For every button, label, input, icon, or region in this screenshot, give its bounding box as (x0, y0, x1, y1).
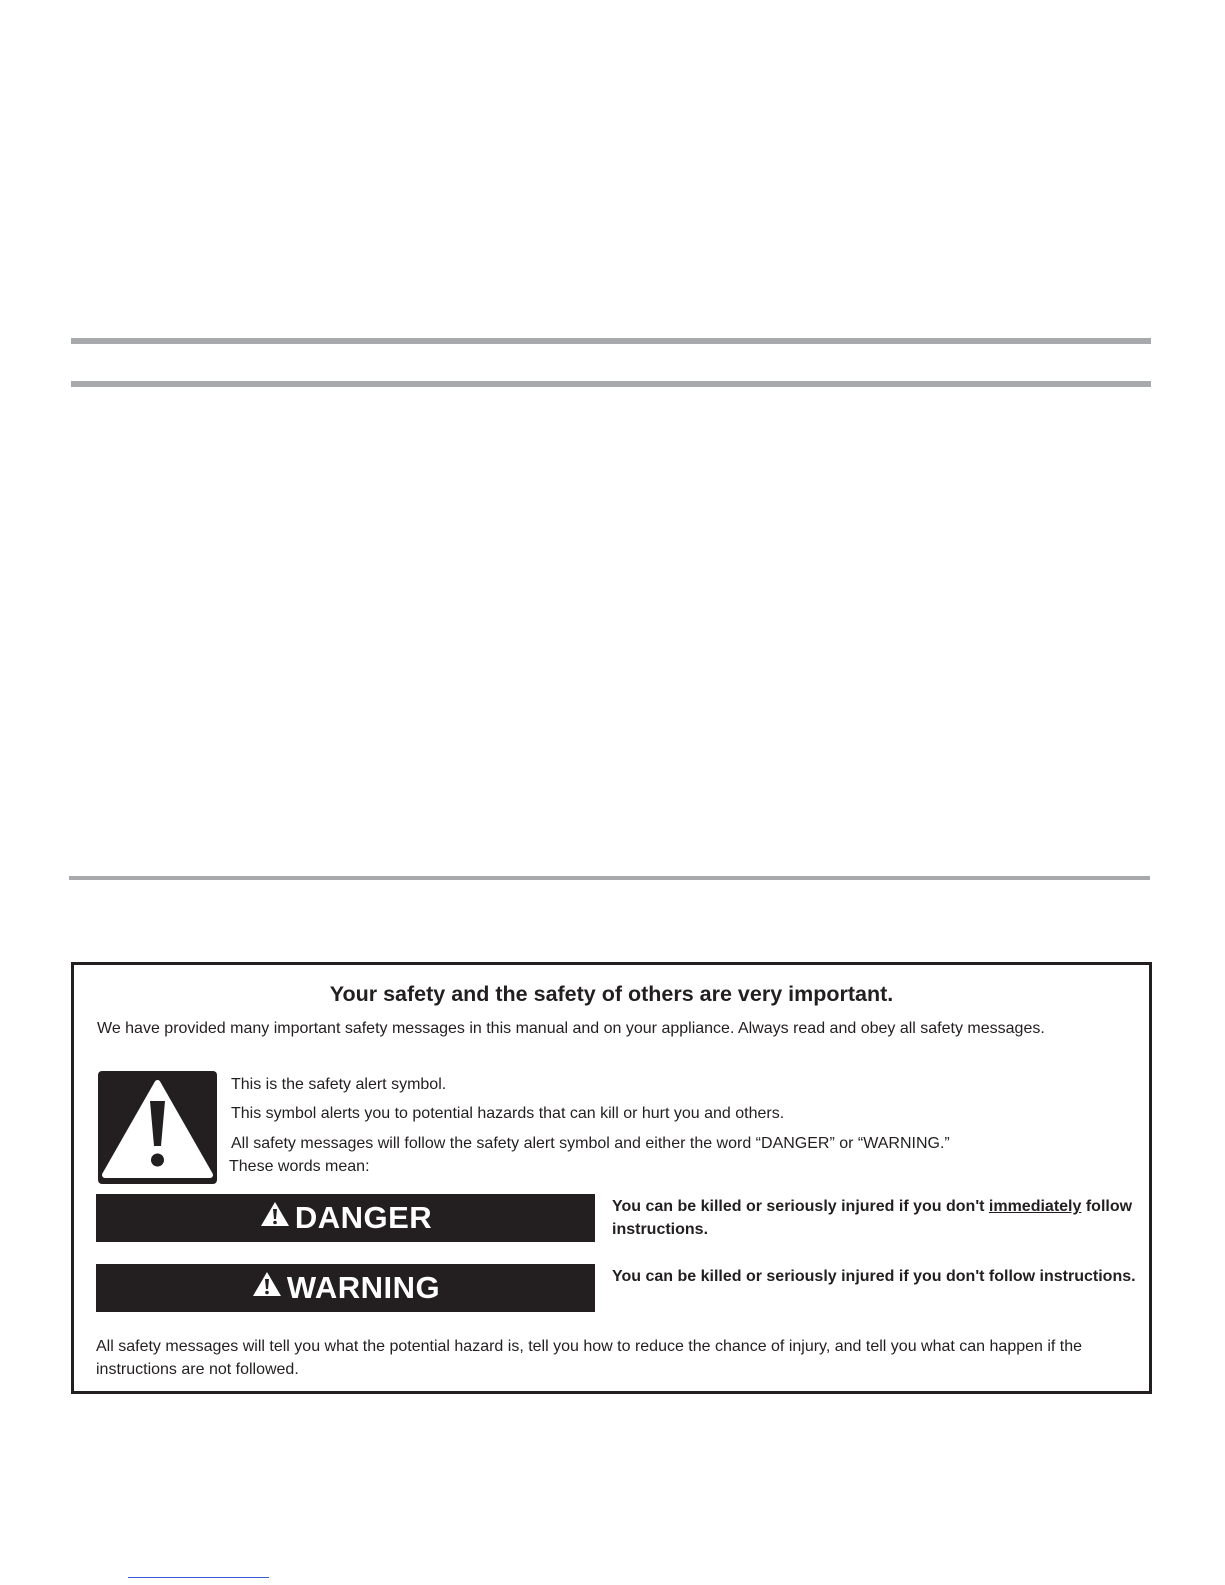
danger-description (612, 1195, 1142, 1241)
warning-signal-bar (96, 1264, 595, 1312)
alert-line-3: All safety messages will follow the safety alert symbol and either the word “DANGER” or “WARNING.” (231, 1135, 950, 1152)
danger-desc-text-end: follow instructions. (612, 1198, 1133, 1238)
alert-triangle-icon (251, 1270, 283, 1306)
safety-notice-box (71, 962, 1152, 1394)
danger-desc-text: You can be killed or seriously injured if you don't (612, 1198, 989, 1215)
divider-second (71, 381, 1151, 387)
warning-label: WARNING (286, 1270, 441, 1305)
danger-desc-emphasis: immediately (988, 1198, 1082, 1215)
safety-title: Your safety and the safety of others are very important. (329, 982, 894, 1006)
safety-intro: We have provided many important safety messages in this manual and on your appliance. Always read and obey all safety messages. (97, 1020, 1045, 1037)
divider-middle (69, 876, 1150, 880)
danger-signal-bar (96, 1194, 595, 1242)
divider-top (71, 338, 1151, 344)
alert-triangle-icon (259, 1200, 291, 1236)
safety-closing: All safety messages will tell you what the potential hazard is, tell you how to reduce the chance of injury, and tell you what can happen if the instructions are not followed. (96, 1338, 1083, 1378)
footer-link-underline[interactable] (128, 1577, 269, 1578)
warning-description: You can be killed or seriously injured if you don't follow instructions. (612, 1268, 1136, 1285)
safety-alert-symbol (98, 1071, 217, 1184)
alert-line-4: These words mean: (229, 1158, 370, 1175)
danger-label: DANGER (294, 1200, 433, 1235)
warning-triangle-icon (98, 1071, 217, 1184)
alert-line-2: This symbol alerts you to potential hazards that can kill or hurt you and others. (231, 1105, 785, 1122)
alert-line-1: This is the safety alert symbol. (231, 1076, 447, 1093)
